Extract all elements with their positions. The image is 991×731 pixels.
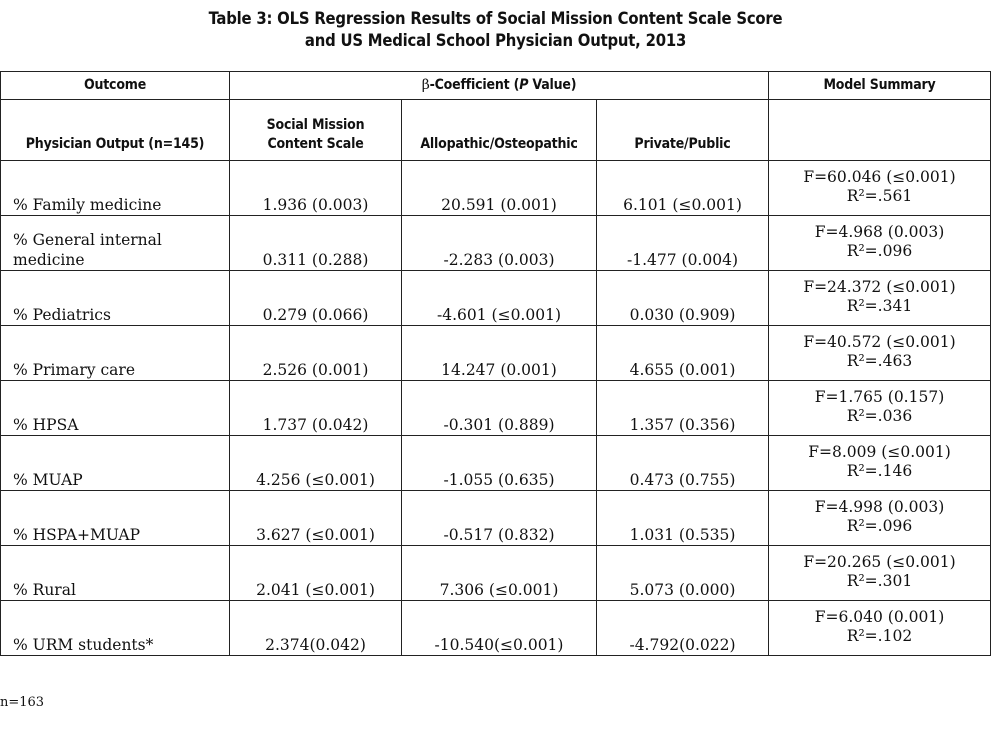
private-public-coef-cell: 4.655 (0.001) xyxy=(597,326,769,381)
r-squared: R²=.561 xyxy=(846,187,913,205)
allopathic-header: Allopathic/Osteopathic xyxy=(402,100,597,161)
outcome-label: % General internal xyxy=(13,231,162,249)
outcome-label: % HSPA+MUAP xyxy=(13,526,141,544)
allopathic-coef-cell: 20.591 (0.001) xyxy=(402,161,597,216)
model-summary-cell xyxy=(769,326,991,381)
model-summary-header: Model Summary xyxy=(769,72,991,100)
f-statistic: F=20.265 (≤0.001) xyxy=(803,553,956,571)
model-summary-subheader xyxy=(769,100,991,161)
table-row xyxy=(1,601,991,656)
social-mission-header-line-2: Content Scale xyxy=(267,136,364,152)
r-squared: R²=.146 xyxy=(846,462,913,480)
outcome-cell xyxy=(1,326,230,381)
table-row xyxy=(1,326,991,381)
r-squared: R²=.463 xyxy=(846,352,913,370)
private-public-coef-cell: 6.101 (≤0.001) xyxy=(597,161,769,216)
social-mission-coef-cell: 0.279 (0.066) xyxy=(230,271,402,326)
regression-table xyxy=(0,71,991,656)
social-mission-header-line-1: Social Mission xyxy=(266,117,365,133)
private-public-coef-cell: -4.792(0.022) xyxy=(597,601,769,656)
social-mission-coef-cell: 0.311 (0.288) xyxy=(230,216,402,271)
coefficient-header-mid: -Coefficient ( xyxy=(429,77,520,93)
table-row xyxy=(1,491,991,546)
outcome-label: % HPSA xyxy=(13,416,79,434)
social-mission-coef-cell: 2.374(0.042) xyxy=(230,601,402,656)
outcome-label: % URM students* xyxy=(13,636,154,654)
p-symbol: P xyxy=(519,77,529,93)
outcome-label: % Family medicine xyxy=(13,196,162,214)
header-row-1 xyxy=(1,72,991,100)
physician-output-header: Physician Output (n=145) xyxy=(1,100,230,161)
outcome-cell xyxy=(1,436,230,491)
social-mission-coef-cell: 2.526 (0.001) xyxy=(230,326,402,381)
table-body xyxy=(1,161,991,656)
outcome-label-continued: medicine xyxy=(13,251,85,269)
r-squared: R²=.102 xyxy=(846,627,913,645)
allopathic-coef-cell: -10.540(≤0.001) xyxy=(402,601,597,656)
model-summary-cell xyxy=(769,216,991,271)
allopathic-coef-cell: -4.601 (≤0.001) xyxy=(402,271,597,326)
model-summary-cell xyxy=(769,601,991,656)
private-public-coef-cell: 1.031 (0.535) xyxy=(597,491,769,546)
outcome-cell xyxy=(1,216,230,271)
outcome-cell xyxy=(1,161,230,216)
r-squared: R²=.341 xyxy=(846,297,913,315)
social-mission-coef-cell: 4.256 (≤0.001) xyxy=(230,436,402,491)
model-summary-cell xyxy=(769,436,991,491)
footnote: n=163 xyxy=(0,695,45,710)
f-statistic: F=8.009 (≤0.001) xyxy=(808,443,951,461)
r-squared: R²=.036 xyxy=(846,407,913,425)
coefficient-header xyxy=(230,72,769,100)
social-mission-coef-cell: 2.041 (≤0.001) xyxy=(230,546,402,601)
outcome-label: % Rural xyxy=(13,581,76,599)
outcome-label: % Primary care xyxy=(13,361,135,379)
outcome-label: % MUAP xyxy=(13,471,83,489)
r-squared: R²=.096 xyxy=(846,242,913,260)
table-row xyxy=(1,161,991,216)
private-public-header: Private/Public xyxy=(597,100,769,161)
model-summary-cell xyxy=(769,161,991,216)
header-row-2 xyxy=(1,100,991,161)
outcome-cell xyxy=(1,381,230,436)
outcome-header: Outcome xyxy=(1,72,230,100)
table-row xyxy=(1,436,991,491)
outcome-label: % Pediatrics xyxy=(13,306,111,324)
model-summary-cell xyxy=(769,491,991,546)
allopathic-coef-cell: -1.055 (0.635) xyxy=(402,436,597,491)
social-mission-header xyxy=(230,100,402,161)
outcome-cell xyxy=(1,546,230,601)
table-title-line-1: Table 3: OLS Regression Results of Social Mission Content Scale Score xyxy=(208,9,783,28)
table-row xyxy=(1,546,991,601)
allopathic-coef-cell: -2.283 (0.003) xyxy=(402,216,597,271)
private-public-coef-cell: 5.073 (0.000) xyxy=(597,546,769,601)
f-statistic: F=40.572 (≤0.001) xyxy=(803,333,956,351)
model-summary-cell xyxy=(769,271,991,326)
outcome-cell xyxy=(1,271,230,326)
coefficient-header-end: Value) xyxy=(528,77,577,93)
allopathic-coef-cell: -0.517 (0.832) xyxy=(402,491,597,546)
f-statistic: F=24.372 (≤0.001) xyxy=(803,278,956,296)
allopathic-coef-cell: 7.306 (≤0.001) xyxy=(402,546,597,601)
social-mission-coef-cell: 1.737 (0.042) xyxy=(230,381,402,436)
allopathic-coef-cell: 14.247 (0.001) xyxy=(402,326,597,381)
beta-symbol: β xyxy=(421,77,430,93)
f-statistic: F=4.968 (0.003) xyxy=(814,223,945,241)
table-row xyxy=(1,216,991,271)
allopathic-coef-cell: -0.301 (0.889) xyxy=(402,381,597,436)
private-public-coef-cell: -1.477 (0.004) xyxy=(597,216,769,271)
private-public-coef-cell: 0.473 (0.755) xyxy=(597,436,769,491)
table-row xyxy=(1,381,991,436)
social-mission-coef-cell: 3.627 (≤0.001) xyxy=(230,491,402,546)
social-mission-coef-cell: 1.936 (0.003) xyxy=(230,161,402,216)
f-statistic: F=6.040 (0.001) xyxy=(814,608,945,626)
private-public-coef-cell: 1.357 (0.356) xyxy=(597,381,769,436)
table-title-line-2: and US Medical School Physician Output, 2013 xyxy=(304,31,687,50)
private-public-coef-cell: 0.030 (0.909) xyxy=(597,271,769,326)
model-summary-cell xyxy=(769,381,991,436)
model-summary-cell xyxy=(769,546,991,601)
f-statistic: F=4.998 (0.003) xyxy=(814,498,945,516)
f-statistic: F=60.046 (≤0.001) xyxy=(803,168,956,186)
table-title xyxy=(0,8,991,52)
f-statistic: F=1.765 (0.157) xyxy=(814,388,945,406)
outcome-cell xyxy=(1,601,230,656)
r-squared: R²=.301 xyxy=(846,572,913,590)
r-squared: R²=.096 xyxy=(846,517,913,535)
table-row xyxy=(1,271,991,326)
outcome-cell xyxy=(1,491,230,546)
